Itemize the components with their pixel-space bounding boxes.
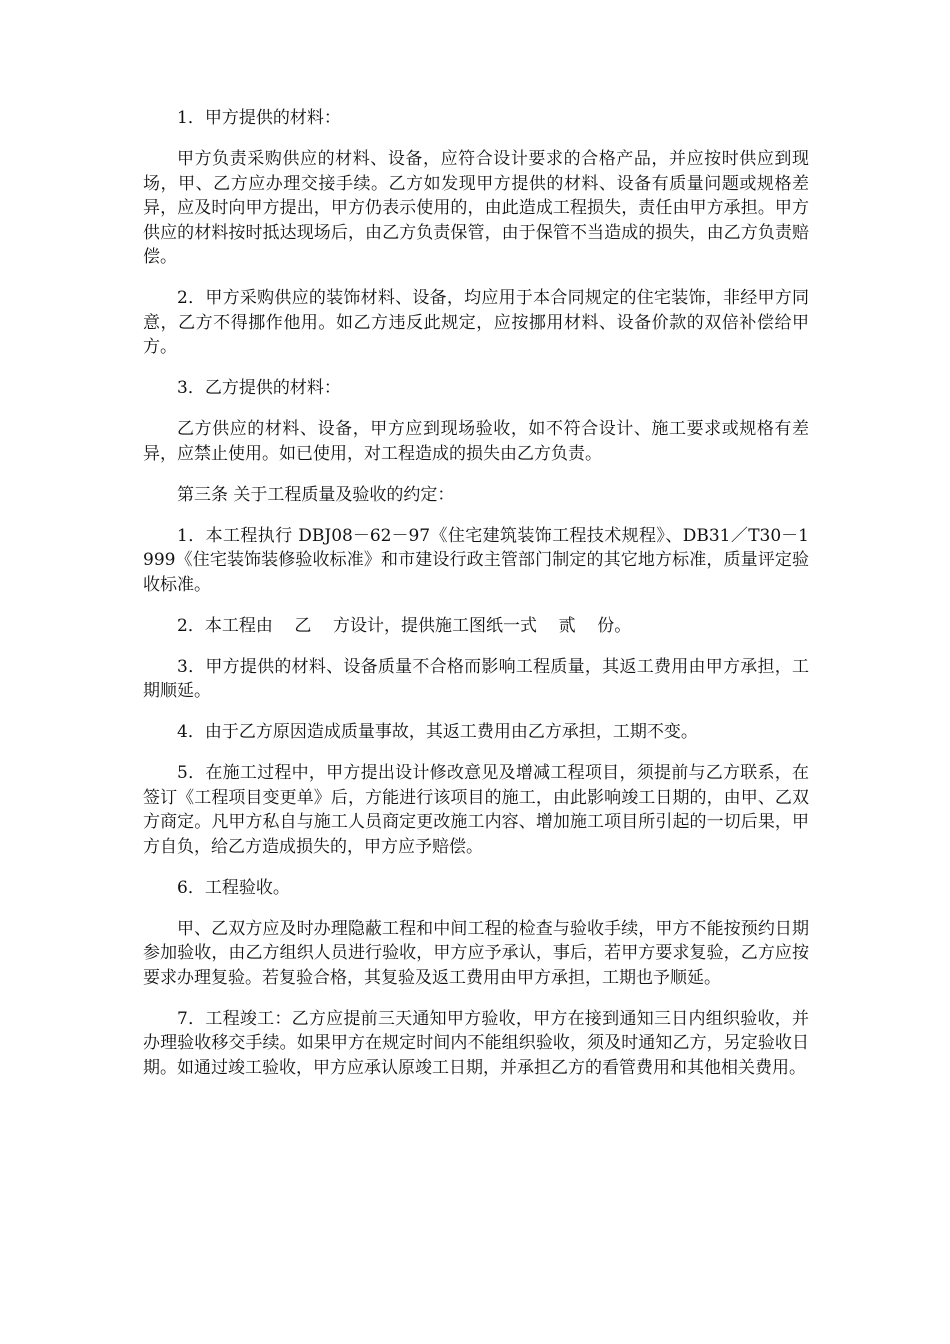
- paragraph-material-supply: 甲方负责采购供应的材料、设备，应符合设计要求的合格产品，并应按时供应到现场，甲、乙方应办理交接手续。乙方如发现甲方提供的材料、设备有质量问题或规格差异，应及时向甲方提出，甲方仍表示使用的，由此造成工程损失，责任由甲方承担。甲方供应的材料按时抵达现场后，由乙方负责保管，由于保管不当造成的损失，由乙方负责赔偿。: [143, 149, 809, 267]
- paragraph-6-heading: 6．工程验收。: [177, 877, 290, 898]
- paragraph-design: 2．本工程由 乙 方设计，提供施工图纸一式 贰 份。: [177, 615, 632, 636]
- paragraph-completion: 7．工程竣工：乙方应提前三天通知甲方验收，甲方在接到通知三日内组织验收，并办理验收移交手续。如果甲方在规定时间内不能组织验收，须及时通知乙方，另定验收日期。如通过竣工验收，甲方应承认原竣工日期，并承担乙方的看管费用和其他相关费用。: [143, 1008, 809, 1078]
- paragraph-design-changes: 5．在施工过程中，甲方提出设计修改意见及增减工程项目，须提前与乙方联系，在签订《工程项目变更单》后，方能进行该项目的施工，由此影响竣工日期的，由甲、乙双方商定。凡甲方私自与施工人员商定更改施工内容、增加施工项目所引起的一切后果，甲方自负，给乙方造成损失的，甲方应予赔偿。: [143, 763, 809, 857]
- paragraph-inspection: 甲、乙双方应及时办理隐蔽工程和中间工程的检查与验收手续，甲方不能按预约日期参加验收，由乙方组织人员进行验收，甲方应予承认，事后，若甲方要求复验，乙方应按要求办理复验。若复验合格，其复验及返工费用由甲方承担，工期也予顺延。: [143, 918, 809, 988]
- paragraph-1-heading: 1．甲方提供的材料：: [177, 108, 341, 128]
- document-body: [143, 106, 809, 1080]
- paragraph-contractor-materials: 乙方供应的材料、设备，甲方应到现场验收，如不符合设计、施工要求或规格有差异，应禁止使用。如已使用，对工程造成的损失由乙方负责。: [143, 419, 809, 464]
- paragraph-defective-materials: 3．甲方提供的材料、设备质量不合格而影响工程质量，其返工费用由甲方承担，工期顺延。: [143, 656, 809, 701]
- paragraph-2: 2．甲方采购供应的装饰材料、设备，均应用于本合同规定的住宅装饰，非经甲方同意，乙方不得挪作他用。如乙方违反此规定，应按挪用材料、设备价款的双倍补偿给甲方。: [143, 288, 809, 357]
- paragraph-3-heading: 3．乙方提供的材料：: [177, 378, 341, 398]
- paragraph-quality-accident: 4．由于乙方原因造成质量事故，其返工费用由乙方承担，工期不变。: [177, 722, 698, 742]
- paragraph-standards: 1．本工程执行 DBJ08－62－97《住宅建筑装饰工程技术规程》、DB31／T30－1999《住宅装饰装修验收标准》和市建设行政主管部门制定的其它地方标准，质量评定验收标准。: [143, 525, 809, 595]
- article-3-heading: 第三条 关于工程质量及验收的约定：: [177, 484, 455, 505]
